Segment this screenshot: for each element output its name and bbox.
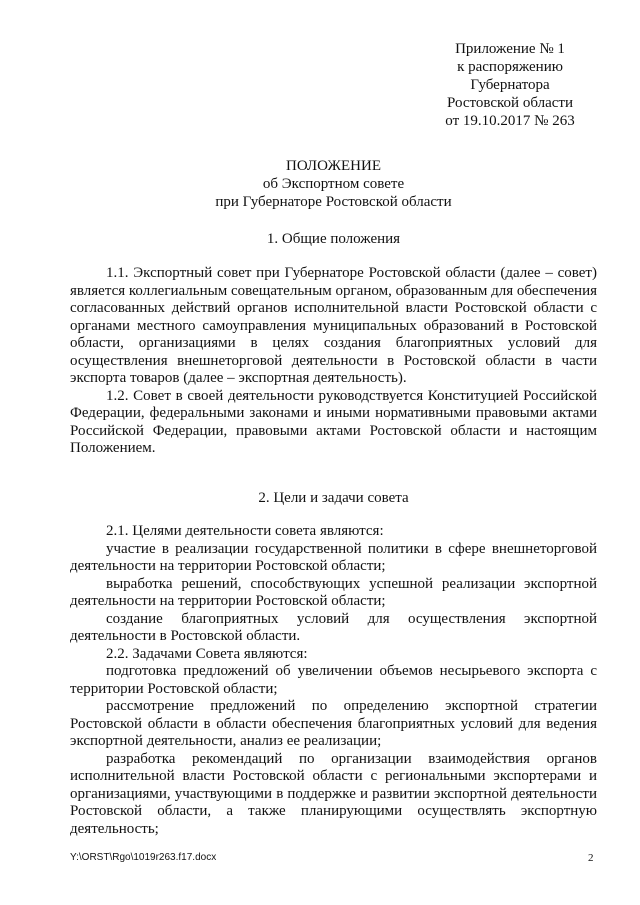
paragraph: разработка рекомендаций по организации взаимодействия органов исполнительной власти Ростовской области с региональными экспортерами и организациями, участвующими в поддержке и развитии экспортной деятельности Ростовской области, а также планирующими осуществлять экспортную деятельность; [70,750,597,837]
approval-line: Ростовской области [447,95,573,111]
paragraph: 1.2. Совет в своей деятельности руководствуется Конституцией Российской Федерации, федеральными законами и иными нормативными правовыми актами Российской Федерации, правовыми актами Ростовской области и настоящим Положением. [70,387,597,456]
page-number: 2 [588,852,594,864]
paragraph: 1.1. Экспортный совет при Губернаторе Ростовской области (далее – совет) является коллегиальным совещательным органом, образованным для обеспечения согласованных действий органов исполнительной власти Ростовской области с органами местного самоуправления муниципальных образований в Ростовской области, организациями в целях создания благоприятных условий для осуществления внешнеторговой деятельности в Ростовской области в части экспорта товаров (далее – экспортная деятельность). [70,265,597,386]
section-body-general [70,265,597,458]
paragraph: 2.2. Задачами Совета являются: [106,645,308,662]
paragraph: рассмотрение предложений по определению экспортной стратегии Ростовской области в области обеспечения благоприятных условий для ведения экспортной деятельности, анализ ее реализации; [70,698,597,749]
approval-stamp [420,40,600,130]
section-heading-general: 1. Общие положения [266,231,401,247]
section-heading-goals: 2. Цели и задачи совета [258,490,409,506]
paragraph: создание благоприятных условий для осуществления экспортной деятельности в Ростовской области. [70,610,597,644]
paragraph: подготовка предложений об увеличении объемов несырьевого экспорта с территории Ростовской области; [70,663,597,697]
document-title [70,157,597,211]
paragraph: 2.1. Целями деятельности совета являются: [106,523,384,539]
paragraph: участие в реализации государственной политики в сфере внешнеторговой деятельности на территории Ростовской области; [70,540,597,574]
section-body-goals [70,523,597,838]
title-line: ПОЛОЖЕНИЕ [286,158,381,174]
title-line: об Экспортном совете [262,176,405,192]
approval-line: Губернатора [470,77,550,93]
paragraph: выработка решений, способствующих успешной реализации экспортной деятельности на территории Ростовской области; [70,575,597,609]
approval-line: от 19.10.2017 № 263 [445,113,575,129]
title-line: при Губернаторе Ростовской области [215,194,452,210]
approval-line: Приложение № 1 [455,41,565,57]
approval-line: к распоряжению [457,59,563,75]
file-path: Y:\ORST\Rgo\1019r263.f17.docx [70,852,217,863]
